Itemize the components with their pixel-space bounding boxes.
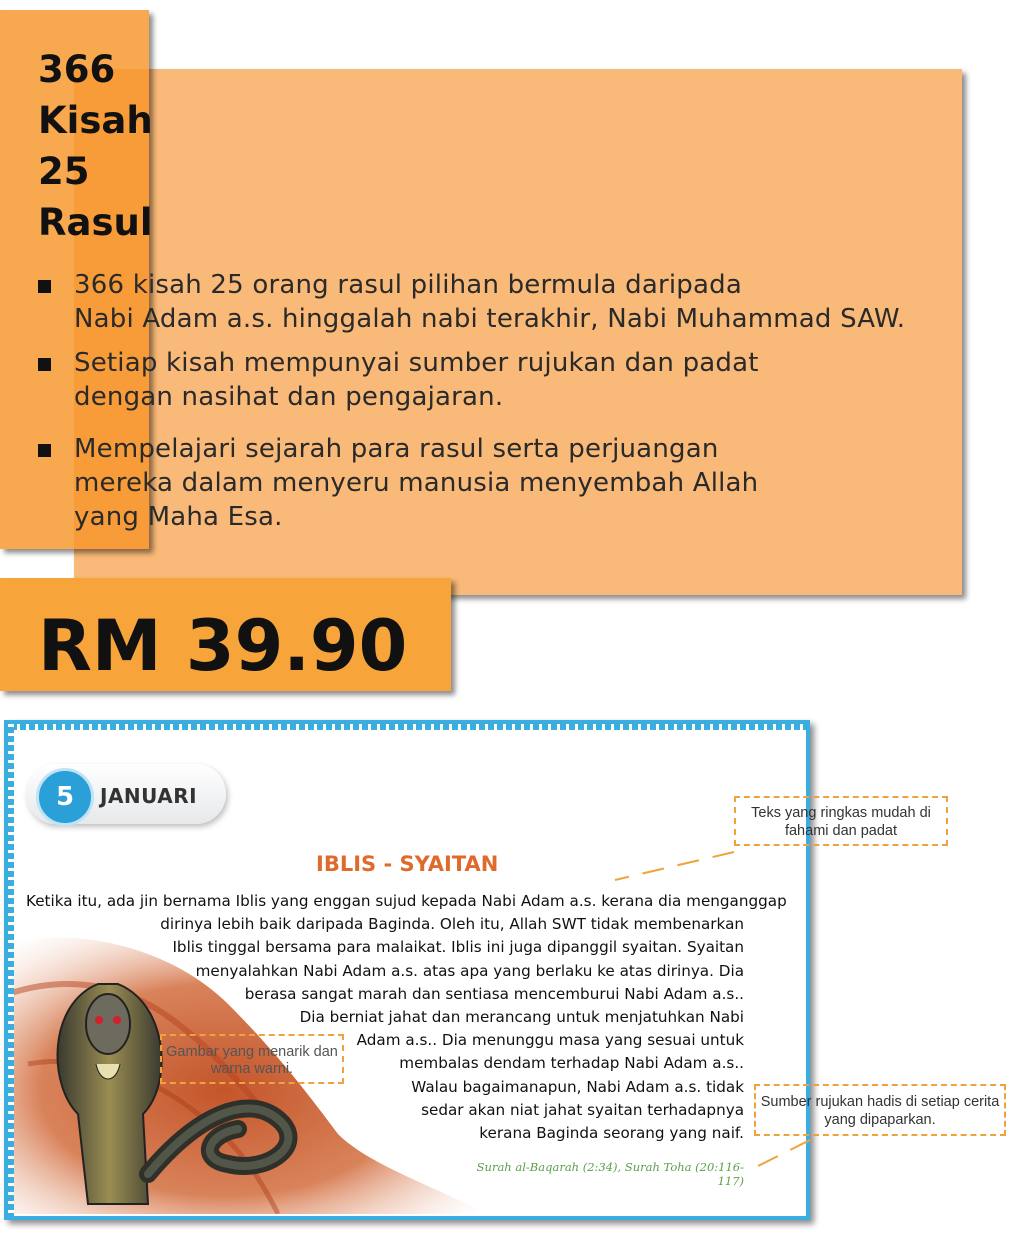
source-reference: Surah al-Baqarah (2:34), Surah Toha (20:116-117) <box>476 1160 744 1188</box>
feature-item <box>34 346 974 414</box>
story-line: sedar akan niat jahat syaitan terhadapnya <box>421 1100 744 1119</box>
callout-image-note: Gambar yang menarik dan warna warni. <box>160 1034 344 1084</box>
sample-page <box>4 720 810 1220</box>
story-line: dirinya lebih baik daripada Baginda. Oleh itu, Allah SWT tidak membenarkan <box>160 915 744 934</box>
story-title: IBLIS - SYAITAN <box>316 852 499 876</box>
feature-text: Setiap kisah mempunyai sumber rujukan dan padat dengan nasihat dan pengajaran. <box>74 348 759 412</box>
feature-item <box>34 432 974 534</box>
month-label: JANUARI <box>100 784 198 808</box>
square-bullet-icon <box>38 358 51 371</box>
story-line: Iblis tinggal bersama para malaikat. Iblis ini juga dipanggil syaitan. Syaitan <box>172 938 744 957</box>
story-line: membalas dendam terhadap Nabi Adam a.s.. <box>399 1054 744 1073</box>
story-line: Ketika itu, ada jin bernama Iblis yang enggan sujud kepada Nabi Adam a.s. kerana dia menganggap <box>26 892 787 910</box>
callout-source-note: Sumber rujukan hadis di setiap cerita yang dipaparkan. <box>754 1084 1006 1136</box>
day-number: 5 <box>36 768 94 826</box>
story-line: kerana Baginda seorang yang naif. <box>479 1124 744 1143</box>
story-line: berasa sangat marah dan sentiasa mencemburui Nabi Adam a.s.. <box>244 984 744 1003</box>
story-text <box>26 890 787 1145</box>
callout-text-note: Teks yang ringkas mudah di fahami dan padat <box>734 796 948 846</box>
story-line: menyalahkan Nabi Adam a.s. atas apa yang berlaku ke atas dirinya. Dia <box>195 961 744 980</box>
title-line: Rasul <box>38 201 153 244</box>
title-line: Kisah <box>38 99 153 142</box>
square-bullet-icon <box>38 444 51 457</box>
feature-item <box>34 268 974 336</box>
story-line: Dia berniat jahat dan merancang untuk menjatuhkan Nabi <box>299 1008 744 1027</box>
book-title <box>38 44 153 248</box>
feature-list <box>34 268 974 534</box>
feature-text: 366 kisah 25 orang rasul pilihan bermula daripada <box>74 270 742 300</box>
title-line: 366 <box>38 48 116 91</box>
price: RM 39.90 <box>38 605 408 687</box>
story-line: Adam a.s.. Dia menunggu masa yang sesuai untuk <box>356 1031 744 1050</box>
title-line: 25 <box>38 150 90 193</box>
feature-text: Nabi Adam a.s. hinggalah nabi terakhir, Nabi Muhammad SAW. <box>74 304 906 334</box>
story-line: Walau bagaimanapun, Nabi Adam a.s. tidak <box>411 1077 744 1096</box>
feature-text: Mempelajari sejarah para rasul serta perjuangan mereka dalam menyeru manusia menyembah Allah yang Maha Esa. <box>74 434 759 532</box>
square-bullet-icon <box>38 280 51 293</box>
